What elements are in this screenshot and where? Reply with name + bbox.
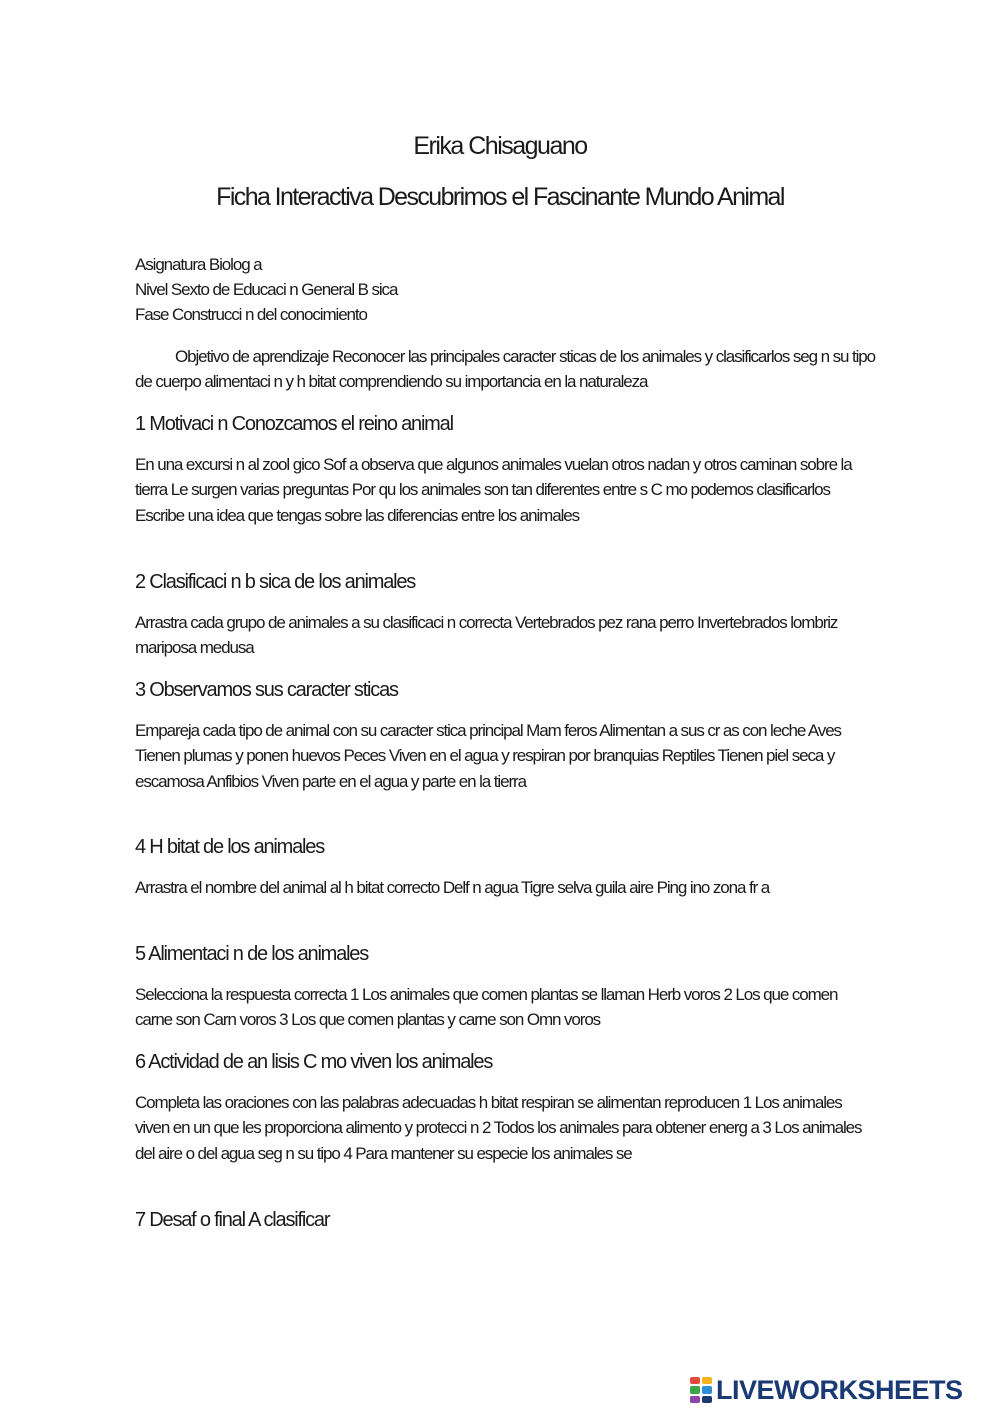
section-body: Empareja cada tipo de animal con su caracter stica principal Mam feros Alimentan a sus cr as con leche Aves Tienen plumas y ponen huevos Peces Viven en el agua y respiran por branquias Reptiles Tienen piel seca y escamosa Anfibios Viven parte en el agua y parte en la tierra [135, 721, 841, 791]
section-body: Selecciona la respuesta correcta 1 Los animales que comen plantas se llaman Herb voros 2 Los que comen carne son Carn voros 3 Los que comen plantas y carne son Omn voros [135, 985, 838, 1030]
section-heading: 3 Observamos sus caracter sticas [135, 679, 398, 701]
section-analysis [135, 1051, 870, 1166]
liveworksheets-logo[interactable] [690, 1374, 963, 1406]
section-heading: 6 Actividad de an lisis C mo viven los animales [135, 1051, 493, 1073]
worksheet-title: Ficha Interactiva Descubrimos el Fascinante Mundo Animal [216, 183, 784, 211]
section-body: Completa las oraciones con las palabras adecuadas h bitat respiran se alimentan reproducen 1 Los animales viven en un que les proporciona alimento y protecci n 2 Todos los animales para obtener energ a 3 Los animales del aire o del agua seg n su tipo 4 Para mantener su especie los animales se [135, 1093, 862, 1163]
section-final-challenge [135, 1209, 870, 1248]
section-basic-classification [135, 571, 870, 661]
section-characteristics [135, 679, 870, 794]
section-heading: 1 Motivaci n Conozcamos el reino animal [135, 413, 453, 435]
section-body: Arrastra cada grupo de animales a su clasificaci n correcta Vertebrados pez rana perro Invertebrados lombriz mariposa medusa [135, 613, 838, 658]
author-name: Erika Chisaguano [413, 132, 587, 160]
liveworksheets-logo-icon [690, 1377, 712, 1403]
section-heading: 7 Desaf o final A clasificar [135, 1209, 330, 1231]
section-motivation [135, 413, 870, 528]
learning-objective: Objetivo de aprendizaje Reconocer las principales caracter sticas de los animales y clasificarlos seg n su tipo de cuerpo alimentaci n y h bitat comprendiendo su importancia en la naturaleza [135, 347, 875, 391]
section-body: Arrastra el nombre del animal al h bitat correcto Delf n agua Tigre selva guila aire Ping ino zona fr a [135, 878, 770, 897]
section-heading: 4 H bitat de los animales [135, 836, 325, 858]
level-line: Nivel Sexto de Educaci n General B sica [135, 280, 398, 299]
phase-line: Fase Construcci n del conocimiento [135, 305, 367, 324]
brand-name: LIVEWORKSHEETS [716, 1374, 963, 1405]
worksheet-meta [135, 252, 397, 327]
subject-line: Asignatura Biolog a [135, 255, 262, 274]
section-body: En una excursi n al zool gico Sof a observa que algunos animales vuelan otros nadan y otros caminan sobre la tierra Le surgen varias preguntas Por qu los animales son tan diferentes entre s C mo podemos clasificarlos Escribe una idea que tengas sobre las diferencias entre los animales [135, 455, 852, 525]
section-heading: 2 Clasificaci n b sica de los animales [135, 571, 416, 593]
section-habitat [135, 836, 870, 900]
section-heading: 5 Alimentaci n de los animales [135, 943, 369, 965]
section-feeding [135, 943, 870, 1033]
